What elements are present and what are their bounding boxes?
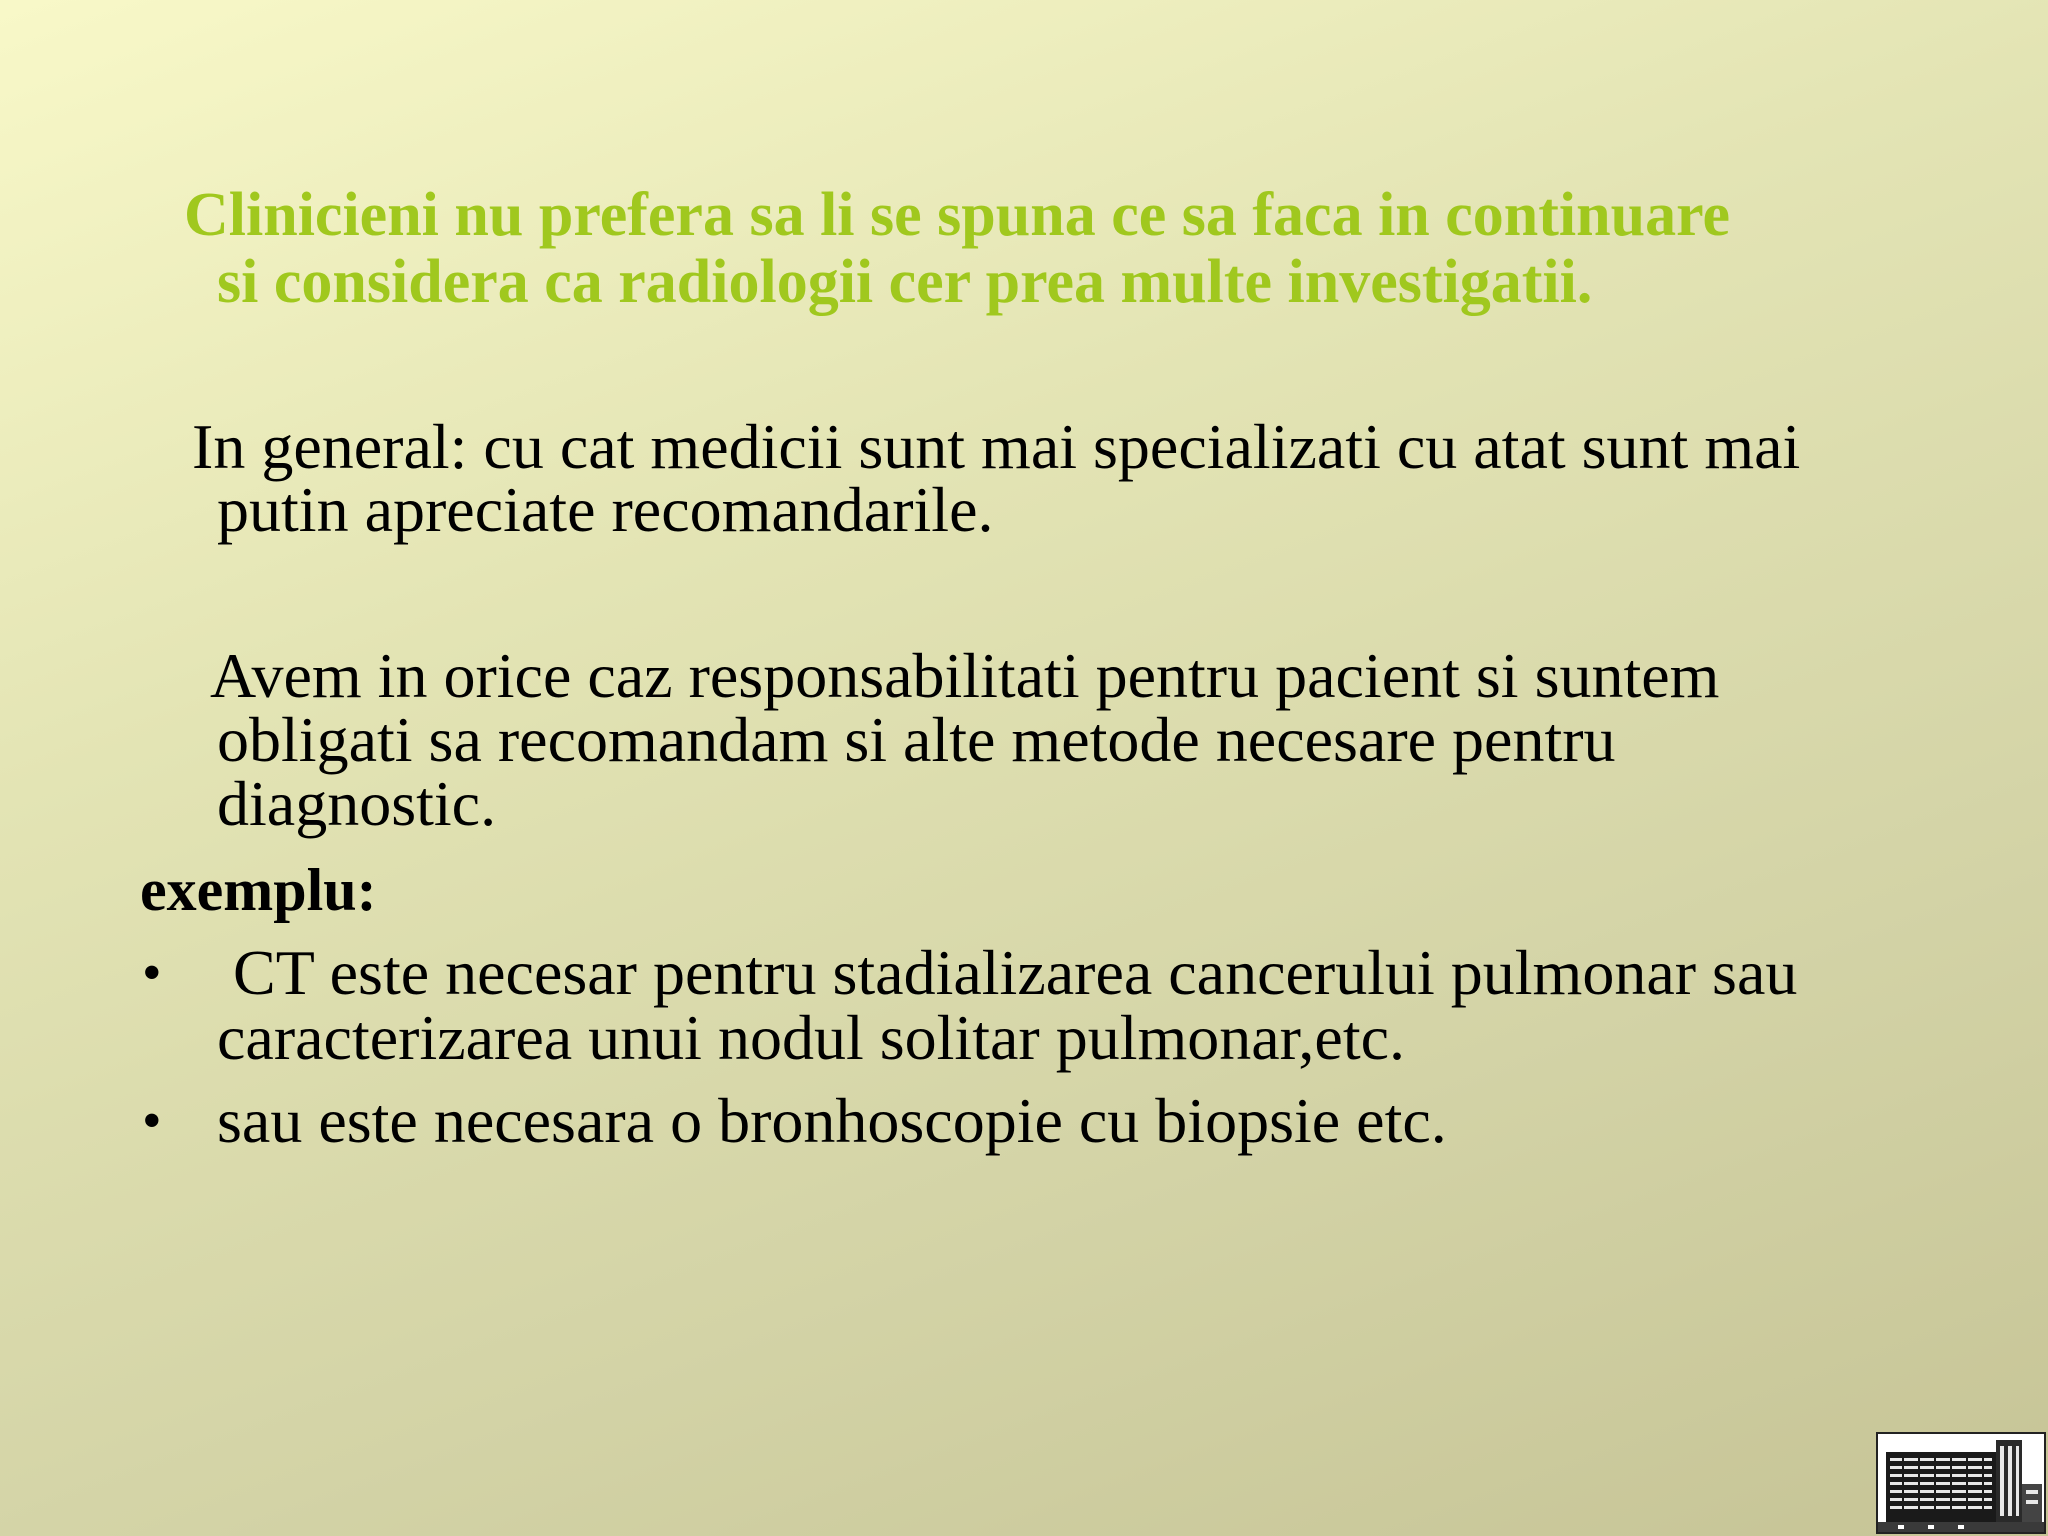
bullet-marker-2: • xyxy=(142,1090,162,1152)
slide-heading-line-1: Clinicieni nu prefera sa li se spuna ce sa faca in continuare xyxy=(184,181,1731,249)
bullet-1-line-2: caracterizarea unui nodul solitar pulmonar,etc. xyxy=(217,1002,1405,1073)
paragraph-2-line-2: obligati sa recomandam si alte metode necesare pentru xyxy=(217,704,1616,775)
example-label: exemplu: xyxy=(140,857,377,923)
paragraph-2-line-3: diagnostic. xyxy=(217,768,497,839)
paragraph-1-line-2: putin apreciate recomandarile. xyxy=(217,474,994,545)
bullet-2-line-1: sau este necesara o bronhoscopie cu biopsie etc. xyxy=(217,1085,1447,1156)
bullet-marker-1: • xyxy=(142,942,162,1004)
paragraph-1-line-1: In general: cu cat medicii sunt mai specializati cu atat sunt mai xyxy=(192,411,1801,482)
bullet-1-line-1: CT este necesar pentru stadializarea cancerului pulmonar sau xyxy=(217,937,1798,1008)
paragraph-2-line-1: Avem in orice caz responsabilitati pentru pacient si suntem xyxy=(210,640,1720,711)
hospital-building-icon xyxy=(1876,1432,2046,1534)
slide-heading-line-2: si considera ca radiologii cer prea multe investigatii. xyxy=(217,248,1593,316)
